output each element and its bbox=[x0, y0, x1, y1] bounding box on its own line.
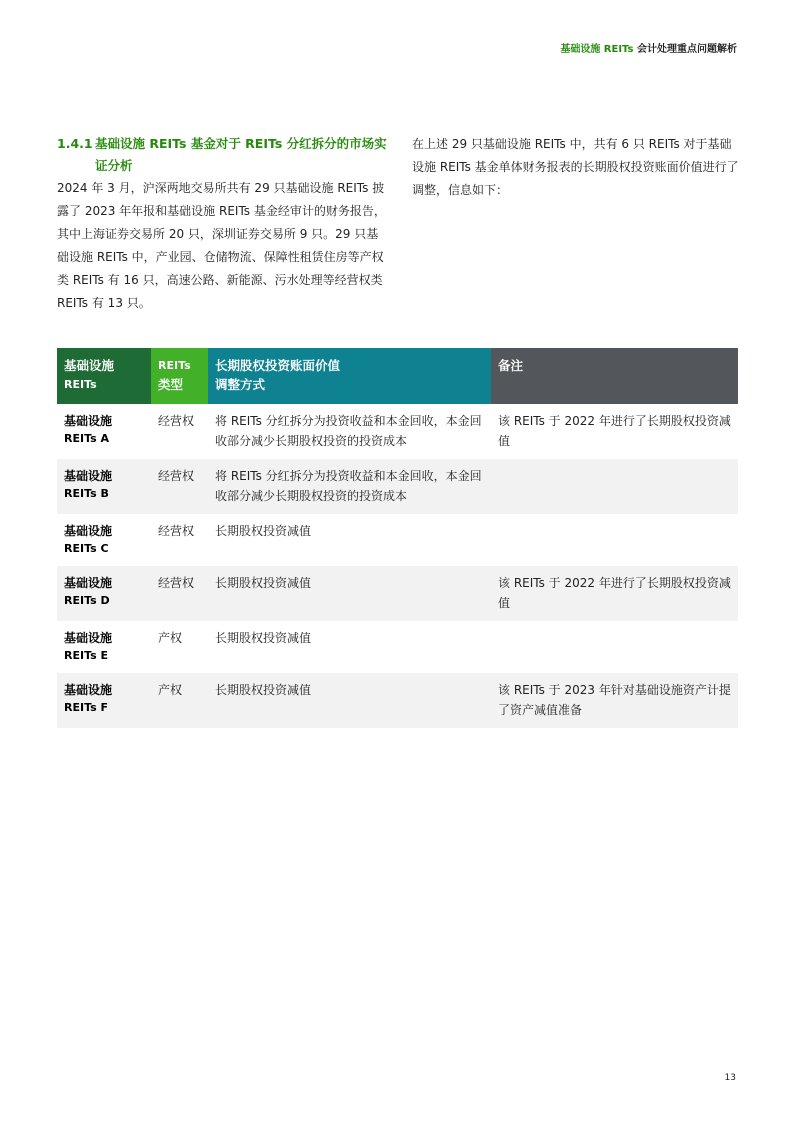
header-note: 备注 bbox=[491, 348, 738, 404]
section-heading bbox=[57, 133, 387, 177]
cell-method: 将 REITs 分红拆分为投资收益和本金回收，本金回收部分减少长期股权投资的投资成本 bbox=[208, 404, 491, 459]
table-row bbox=[57, 459, 738, 514]
reits-adjustment-table bbox=[57, 348, 738, 728]
cell-type: 产权 bbox=[151, 621, 208, 673]
table-row bbox=[57, 673, 738, 728]
cell-type: 经营权 bbox=[151, 566, 208, 621]
cell-method: 将 REITs 分红拆分为投资收益和本金回收，本金回收部分减少长期股权投资的投资成本 bbox=[208, 459, 491, 514]
cell-method: 长期股权投资减值 bbox=[208, 514, 491, 566]
cell-note bbox=[491, 459, 738, 514]
left-column bbox=[57, 133, 387, 315]
cell-note: 该 REITs 于 2023 年针对基础设施资产计提了资产减值准备 bbox=[491, 673, 738, 728]
table-row bbox=[57, 621, 738, 673]
running-header bbox=[560, 40, 737, 55]
cell-name: 基础设施 REITs E bbox=[57, 621, 151, 673]
cell-note: 该 REITs 于 2022 年进行了长期股权投资减值 bbox=[491, 404, 738, 459]
cell-method: 长期股权投资减值 bbox=[208, 621, 491, 673]
header-title-rest: 会计处理重点问题解析 bbox=[633, 44, 737, 55]
page-number: 13 bbox=[724, 1073, 736, 1083]
table-header-row bbox=[57, 348, 738, 404]
cell-type: 产权 bbox=[151, 673, 208, 728]
right-paragraph: 在上述 29 只基础设施 REITs 中，共有 6 只 REITs 对于基础设施 REITs 基金单体财务报表的长期股权投资账面价值进行了调整，信息如下： bbox=[412, 137, 739, 197]
cell-name: 基础设施 REITs C bbox=[57, 514, 151, 566]
cell-method: 长期股权投资减值 bbox=[208, 566, 491, 621]
header-type: REITs 类型 bbox=[151, 348, 208, 404]
cell-name: 基础设施 REITs D bbox=[57, 566, 151, 621]
table-row bbox=[57, 514, 738, 566]
table-row bbox=[57, 566, 738, 621]
cell-type: 经营权 bbox=[151, 459, 208, 514]
header-method: 长期股权投资账面价值 调整方式 bbox=[208, 348, 491, 404]
cell-note: 该 REITs 于 2022 年进行了长期股权投资减值 bbox=[491, 566, 738, 621]
cell-name: 基础设施 REITs A bbox=[57, 404, 151, 459]
cell-name: 基础设施 REITs B bbox=[57, 459, 151, 514]
cell-name: 基础设施 REITs F bbox=[57, 673, 151, 728]
header-title-brand: 基础设施 REITs bbox=[560, 44, 634, 55]
right-column bbox=[412, 133, 742, 202]
cell-note bbox=[491, 621, 738, 673]
left-paragraph: 2024 年 3 月，沪深两地交易所共有 29 只基础设施 REITs 披露了 2023 年年报和基础设施 REITs 基金经审计的财务报告，其中上海证券交易所 20 只，深圳证券交易所 9 只。29 只基础设施 REITs 中，产业园、仓储物流、保障性租赁住房等产权类 REITs 有 16 只，高速公路、新能源、污水处理等经营权类 REITs 有 13 只。 bbox=[57, 181, 386, 310]
cell-type: 经营权 bbox=[151, 514, 208, 566]
cell-note bbox=[491, 514, 738, 566]
cell-method: 长期股权投资减值 bbox=[208, 673, 491, 728]
section-title: 基础设施 REITs 基金对于 REITs 分红拆分的市场实证分析 bbox=[95, 136, 387, 173]
table-row bbox=[57, 404, 738, 459]
cell-type: 经营权 bbox=[151, 404, 208, 459]
section-number: 1.4.1 bbox=[57, 136, 93, 151]
header-name: 基础设施 REITs bbox=[57, 348, 151, 404]
